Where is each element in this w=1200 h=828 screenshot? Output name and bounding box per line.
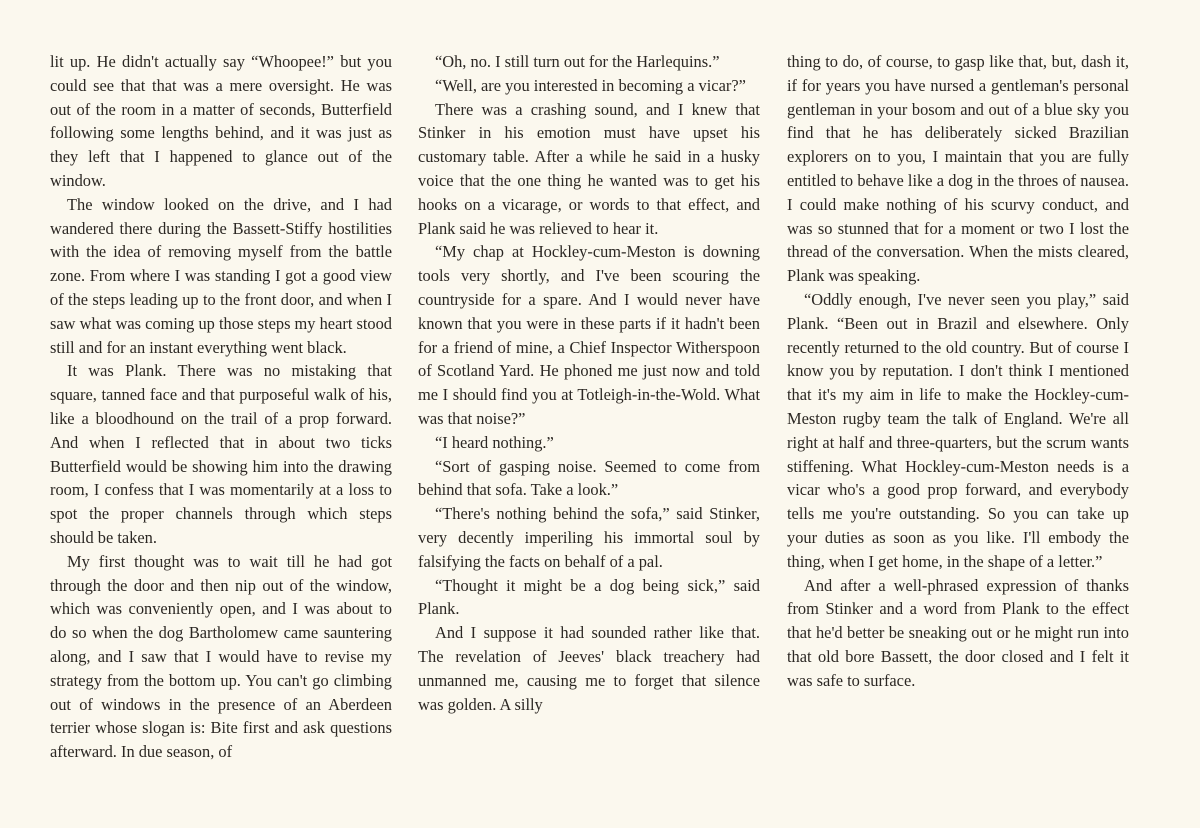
paragraph: “Well, are you interested in becoming a vicar?”: [435, 75, 746, 95]
paragraph: “Oddly enough, I've never seen you play,” said Plank. “Been out in Brazil and elsewhere. Only recently returned to the old country. But of course I know you by reputation. I don't think I mentioned that it's my aim in life to make the Hockley-cum-Meston rugby team the talk of England. We're all right at half and three-quarters, but the scrum wants stiffening. What Hockley-cum-Meston needs is a vicar who's a good prop forward, and everybody tells me you're outstanding. So you can take up your duties as soon as you like. I'll embody the thing, when I get home, in the shape of a letter.”: [787, 289, 1129, 571]
paragraph: “Sort of gasping noise. Seemed to come from behind that sofa. Take a look.”: [418, 456, 760, 500]
text-column-2: [418, 50, 760, 716]
paragraph: And after a well-phrased expression of thanks from Stinker and a word from Plank to the effect that he'd better be sneaking out or he might run into that old bore Bassett, the door closed and I felt it was safe to surface.: [787, 575, 1129, 690]
paragraph: “There's nothing behind the sofa,” said Stinker, very decently imperiling his immortal soul by falsifying the facts on behalf of a pal.: [418, 504, 760, 571]
text-column-3: [787, 50, 1129, 693]
paragraph: There was a crashing sound, and I knew that Stinker in his emotion must have upset his customary table. After a while he said in a husky voice that the one thing he wanted was to get his hooks on a vicarage, or words to that effect, and Plank said he was relieved to hear it.: [418, 99, 760, 238]
paragraph: My first thought was to wait till he had got through the door and then nip out of the window, which was conveniently open, and I was about to do so when the dog Bartholomew came sauntering along, and I saw that I would have to revise my strategy from the bottom up. You can't go climbing out of windows in the presence of an Aberdeen terrier whose slogan is: Bite first and ask questions afterward. In due season, of: [50, 551, 392, 762]
paragraph: “Oh, no. I still turn out for the Harlequins.”: [435, 52, 720, 71]
paragraph: “My chap at Hockley-cum-Meston is downing tools very shortly, and I've been scouring the countryside for a spare. And I would never have known that you were in these parts if it hadn't been for a friend of mine, a Chief Inspector Witherspoon of Scotland Yard. He phoned me just now and told me I should find you at Totleigh-in-the-Wold. What was that noise?”: [418, 242, 760, 428]
paragraph: The window looked on the drive, and I had wandered there during the Bassett-Stiffy hostilities with the idea of removing myself from the battle zone. From where I was standing I got a good view of the steps leading up to the front door, and when I saw what was coming up those steps my heart stood still and for an instant everything went black.: [50, 194, 392, 357]
paragraph: It was Plank. There was no mistaking that square, tanned face and that purposeful walk of his, like a bloodhound on the trail of a prop forward. And when I reflected that in about two ticks Butterfield would be showing him into the drawing room, I confess that I was momentarily at a loss to spot the proper channels through which steps should be taken.: [50, 361, 392, 547]
paragraph: “Thought it might be a dog being sick,” said Plank.: [418, 575, 760, 619]
paragraph: thing to do, of course, to gasp like that, but, dash it, if for years you have nursed a gentleman's personal gentleman in your bosom and out of a blue sky you find that he has deliberately sicked Brazilian explorers on to you, I maintain that you are fully entitled to behave like a dog in the throes of nausea. I could make nothing of his scurvy conduct, and was so stunned that for a moment or two I lost the thread of the conversation. When the mists cleared, Plank was speaking.: [787, 52, 1129, 286]
text-column-1: [50, 50, 392, 764]
paragraph: “I heard nothing.”: [435, 432, 554, 452]
paragraph: And I suppose it had sounded rather like that. The revelation of Jeeves' black treachery had unmanned me, causing me to forget that silence was golden. A silly: [418, 623, 760, 714]
paragraph: lit up. He didn't actually say “Whoopee!” but you could see that that was a mere oversight. He was out of the room in a matter of seconds, Butterfield following some lengths behind, and it was just as they left that I happened to glance out of the window.: [50, 52, 392, 190]
